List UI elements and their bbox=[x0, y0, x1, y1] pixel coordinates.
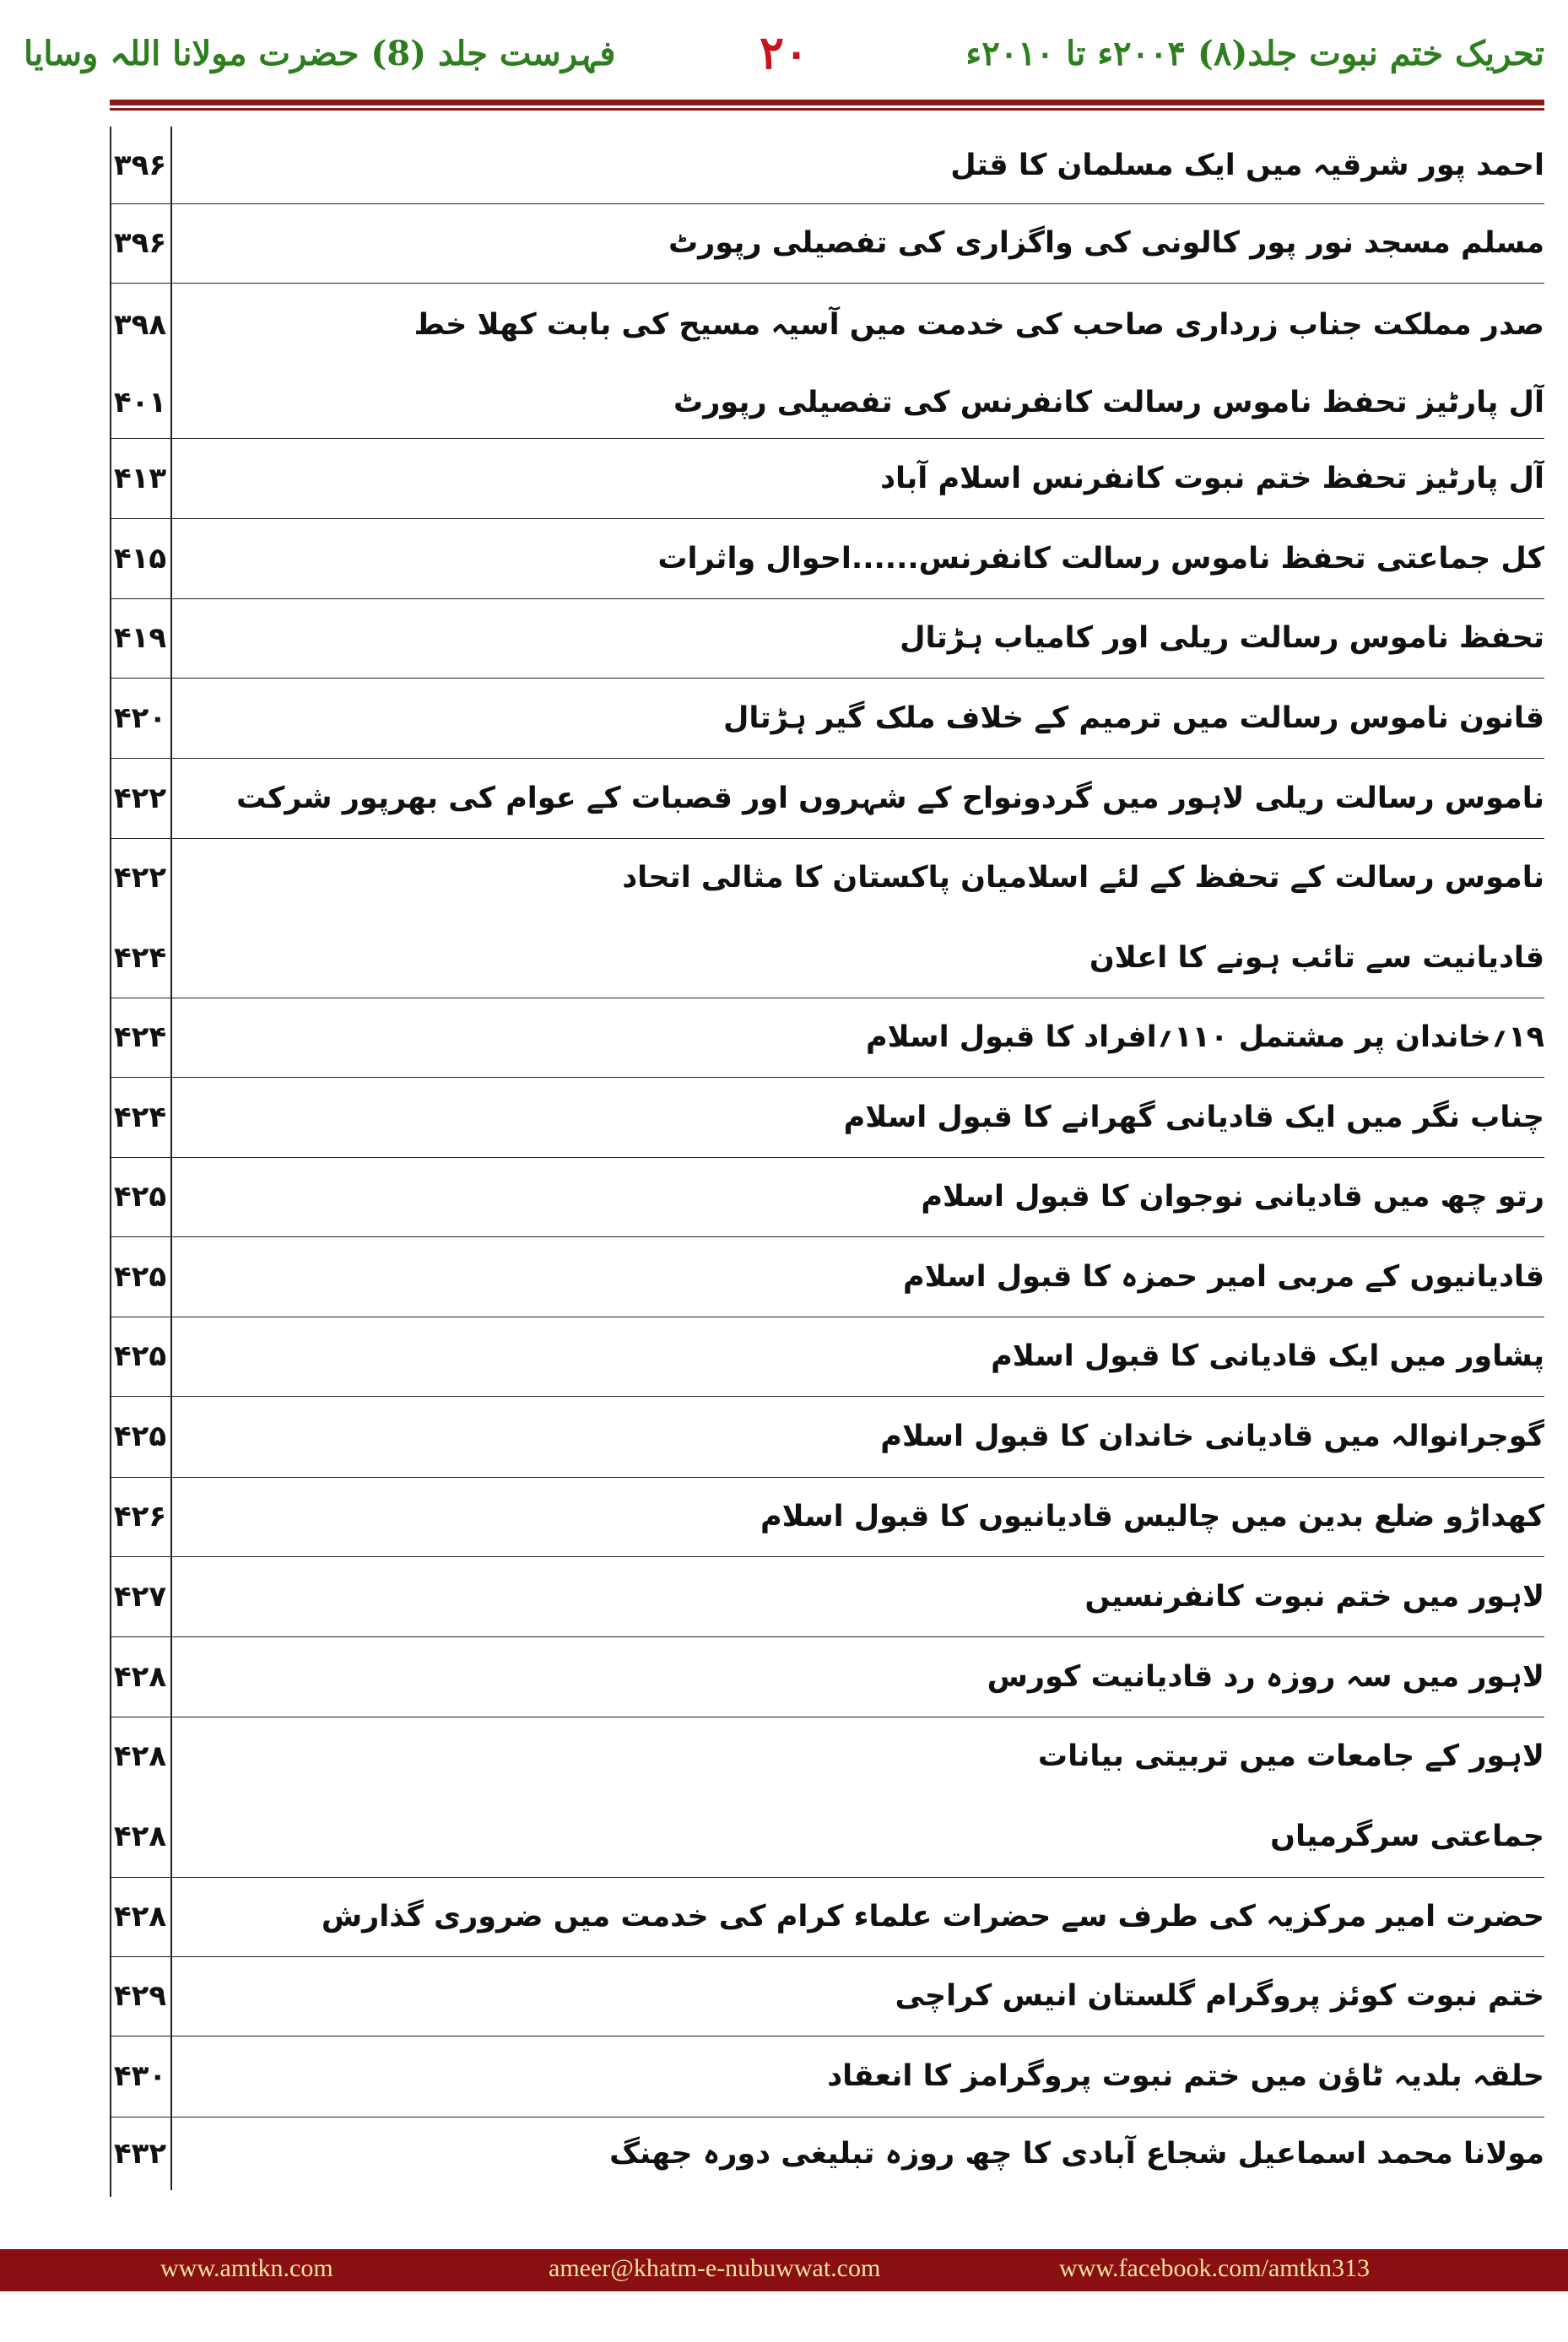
toc-row bbox=[110, 203, 1544, 284]
footer-website-link[interactable]: www.amtkn.com bbox=[160, 2254, 333, 2282]
toc-page-number: ۴۱۵ bbox=[113, 541, 167, 576]
toc-row bbox=[110, 1956, 1544, 2036]
toc-entry-title: آل پارٹیز تحفظ ناموس رسالت کانفرنس کی تفصیلی رپورٹ bbox=[673, 386, 1544, 419]
toc-entry-title: لاہور میں ختم نبوت کانفرنسیں bbox=[1084, 1579, 1544, 1614]
toc-entry-title: چناب نگر میں ایک قادیانی گھرانے کا قبول اسلام bbox=[843, 1100, 1544, 1134]
toc-row bbox=[110, 1317, 1544, 1397]
footer-email-link[interactable]: ameer@khatm-e-nubuwwat.com bbox=[549, 2254, 881, 2282]
toc-row bbox=[110, 998, 1544, 1078]
toc-page-number: ۴۲۴ bbox=[113, 1100, 167, 1134]
page-footer bbox=[0, 2249, 1568, 2291]
toc-page-number: ۴۰۱ bbox=[113, 386, 167, 419]
toc-page-number: ۴۲۲ bbox=[113, 861, 167, 895]
toc-row bbox=[110, 1396, 1544, 1478]
toc-entry-title: ختم نبوت کوئز پروگرام گلستان انیس کراچی bbox=[895, 1979, 1544, 2013]
toc-row bbox=[110, 598, 1544, 679]
toc-entry-title: ۱۹؍خاندان پر مشتمل ۱۱۰؍افراد کا قبول اسلام bbox=[865, 1020, 1544, 1054]
toc-entry-title: کل جماعتی تحفظ ناموس رسالت کانفرنس......احوال واثرات bbox=[657, 541, 1544, 576]
toc-entry-title: گوجرانوالہ میں قادیانی خاندان کا قبول اسلام bbox=[880, 1420, 1544, 1453]
toc-page-number: ۴۲۸ bbox=[113, 1659, 167, 1694]
toc-entry-title: پشاور میں ایک قادیانی کا قبول اسلام bbox=[991, 1339, 1544, 1373]
toc-entry-title: احمد پور شرقیہ میں ایک مسلمان کا قتل bbox=[950, 148, 1544, 182]
toc-page-number: ۴۲۵ bbox=[113, 1420, 167, 1453]
toc-page-number: ۳۹۶ bbox=[113, 226, 167, 260]
toc-row bbox=[110, 2117, 1544, 2190]
toc-entry-title: قادیانیت سے تائب ہونے کا اعلان bbox=[1089, 940, 1544, 975]
toc-page-number: ۴۲۸ bbox=[113, 1739, 167, 1773]
toc-entry-title: مولانا محمد اسماعیل شجاع آبادی کا چھ روزہ تبلیغی دورہ جھنگ bbox=[609, 2136, 1544, 2171]
toc-entry-title: آل پارٹیز تحفظ ختم نبوت کانفرنس اسلام آباد bbox=[880, 461, 1544, 495]
toc-page-number: ۴۲۴ bbox=[113, 940, 167, 975]
toc-page-number: ۴۲۶ bbox=[113, 1500, 167, 1533]
toc-row bbox=[110, 127, 1544, 204]
toc-page-number: ۴۱۳ bbox=[113, 461, 167, 495]
toc-page-number: ۴۲۲ bbox=[113, 781, 167, 815]
toc-page-number: ۴۲۴ bbox=[113, 1020, 167, 1054]
toc-page-number: ۴۱۹ bbox=[113, 621, 167, 655]
toc-page-number: ۴۲۷ bbox=[113, 1579, 167, 1614]
toc-row bbox=[110, 917, 1544, 998]
toc-row bbox=[110, 438, 1544, 519]
toc-entry-title: ناموس رسالت ریلی لاہور میں گردونواح کے شہروں اور قصبات کے عوام کی بھرپور شرکت bbox=[235, 781, 1544, 815]
page-number: ۲۰ bbox=[759, 25, 808, 79]
toc-row bbox=[110, 2036, 1544, 2118]
toc-page-number: ۴۳۲ bbox=[113, 2136, 167, 2171]
toc-row bbox=[110, 1636, 1544, 1717]
toc-row bbox=[110, 758, 1544, 839]
toc-entry-title: جماعتی سرگرمیاں bbox=[1270, 1820, 1544, 1853]
header-book-title: تحریک ختم نبوت جلد(۸) ۲۰۰۴ء تا ۲۰۱۰ء bbox=[965, 34, 1544, 73]
toc-row bbox=[110, 1717, 1544, 1796]
toc-page-number: ۴۲۰ bbox=[113, 700, 167, 735]
toc-page-number: ۴۲۹ bbox=[113, 1979, 167, 2013]
header-volume-index-title: فہرست جلد (8) حضرت مولانا اللہ وسایا bbox=[24, 34, 616, 73]
toc-page-number: ۳۹۶ bbox=[113, 148, 167, 182]
toc-row bbox=[110, 1236, 1544, 1317]
toc-page-number: ۴۲۸ bbox=[113, 1900, 167, 1934]
toc-row bbox=[110, 1477, 1544, 1557]
toc-entry-title: ناموس رسالت کے تحفظ کے لئے اسلامیان پاکستان کا مثالی اتحاد bbox=[622, 861, 1544, 895]
toc-row bbox=[110, 367, 1544, 439]
toc-row bbox=[110, 518, 1544, 599]
toc-page-number: ۴۲۵ bbox=[113, 1180, 167, 1214]
toc-row bbox=[110, 283, 1544, 367]
toc-entry-title: رتو چھ میں قادیانی نوجوان کا قبول اسلام bbox=[921, 1180, 1544, 1214]
page-header bbox=[0, 0, 1568, 101]
toc-page-number: ۳۹۸ bbox=[113, 308, 167, 342]
toc-entry-title: مسلم مسجد نور پور کالونی کی واگزاری کی تفصیلی رپورٹ bbox=[668, 226, 1544, 260]
toc-row bbox=[110, 1077, 1544, 1158]
toc-row bbox=[110, 1556, 1544, 1637]
toc-entry-title: صدر مملکت جناب زرداری صاحب کی خدمت میں آسیہ مسیح کی بابت کھلا خط bbox=[414, 308, 1544, 342]
toc-entry-title: تحفظ ناموس رسالت ریلی اور کامیاب ہڑتال bbox=[900, 621, 1544, 655]
toc-entry-title: قادیانیوں کے مربی امیر حمزہ کا قبول اسلام bbox=[902, 1259, 1544, 1294]
toc-entry-title: کھداڑو ضلع بدین میں چالیس قادیانیوں کا قبول اسلام bbox=[760, 1500, 1544, 1533]
toc-row bbox=[110, 678, 1544, 759]
toc-page-number: ۴۳۰ bbox=[113, 2059, 167, 2093]
footer-facebook-link[interactable]: www.facebook.com/amtkn313 bbox=[1059, 2254, 1370, 2282]
header-rule-thick bbox=[110, 100, 1544, 105]
toc-page-number: ۴۲۵ bbox=[113, 1259, 167, 1294]
toc-row bbox=[110, 1877, 1544, 1957]
toc-row bbox=[110, 838, 1544, 917]
toc-entry-title: حلقہ بلدیہ ٹاؤن میں ختم نبوت پروگرامز کا انعقاد bbox=[827, 2059, 1544, 2093]
toc-entry-title: لاہور میں سہ روزہ رد قادیانیت کورس bbox=[987, 1659, 1544, 1694]
toc-entry-title: قانون ناموس رسالت میں ترمیم کے خلاف ملک گیر ہڑتال bbox=[722, 700, 1544, 735]
toc-page-number: ۴۲۵ bbox=[113, 1339, 167, 1373]
toc-row bbox=[110, 1157, 1544, 1237]
toc-row bbox=[110, 1796, 1544, 1878]
header-rule-thin bbox=[110, 108, 1544, 111]
toc-page-number: ۴۲۸ bbox=[113, 1820, 167, 1853]
toc-entry-title: حضرت امیر مرکزیہ کی طرف سے حضرات علماء کرام کی خدمت میں ضروری گذارش bbox=[321, 1900, 1544, 1934]
toc-entry-title: لاہور کے جامعات میں تربیتی بیانات bbox=[1037, 1739, 1544, 1773]
